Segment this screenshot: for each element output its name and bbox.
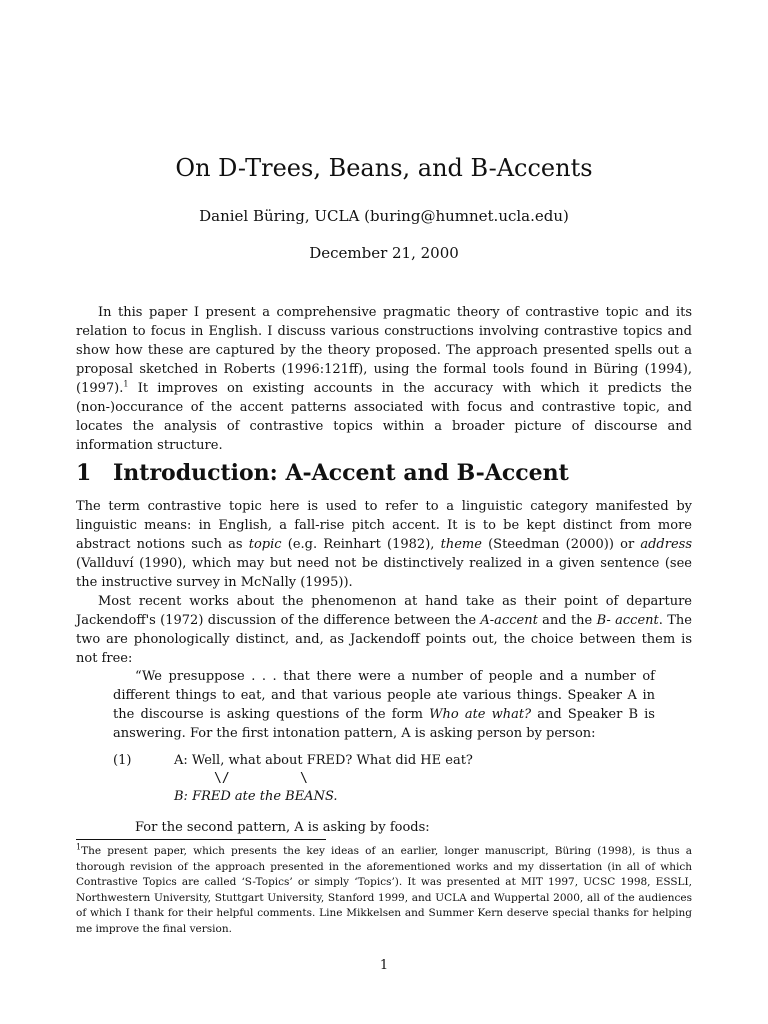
paper-date: December 21, 2000 bbox=[309, 244, 459, 262]
emphasis: theme bbox=[440, 537, 482, 552]
emphasis: address bbox=[640, 537, 692, 552]
emphasis: Who ate what? bbox=[429, 707, 532, 722]
paragraph-text: (Steedman (2000)) or bbox=[481, 537, 641, 552]
paragraph-text: (Vallduví (1990), which may but need not be distinctively realized in a given sentence (see the instructive survey in McNally (1995)). bbox=[76, 556, 692, 590]
footnote-number: 1 bbox=[76, 842, 82, 852]
footnote-text: The present paper, which presents the key ideas of an earlier, longer manuscript, Büring (1998), is thus a thorough revision of the approach presented in the aforementioned works and my dissertation (in all of which Contrastive Topics are called ‘S-Topics’ or simply ‘Topics’). It was presented at MIT 1997, UCSC 1998, ESSLI, Northwestern University, Stuttgart University, Stanford 1999, and UCLA and Wuppertal 2000, all of the audiences of which I thank for their helpful comments. Line Mikkelsen and Summer Kern deserve special thanks for helping me improve the final version. bbox=[76, 845, 692, 935]
quote-text: and Speaker B is answering. For the first intonation pattern, A is asking person by person: bbox=[113, 707, 655, 741]
paragraph-text: and the bbox=[537, 613, 597, 628]
footnote-rule bbox=[76, 839, 326, 840]
fall-rise-contour: \/ bbox=[214, 771, 230, 786]
paragraph-2 bbox=[76, 592, 692, 668]
section-number: 1 bbox=[76, 460, 92, 486]
quote-text: “We presuppose . . . that there were a number of people and a number of different things to eat, and that various people ate various things. Speaker A in the discourse is asking questions of the form bbox=[113, 669, 655, 722]
section-heading bbox=[76, 458, 692, 488]
footnote bbox=[76, 844, 692, 937]
paragraph-text: Most recent works about the phenomenon at hand take as their point of departure Jackendoff's (1972) discussion of the difference between the bbox=[76, 594, 692, 628]
quote-continuation: For the second pattern, A is asking by foods: bbox=[135, 820, 430, 835]
example-line-a: A: Well, what about FRED? What did HE eat? bbox=[174, 753, 473, 768]
paragraph-text: The term contrastive topic here is used to refer to a linguistic category manifested by linguistic means: in English, a fall-rise pitch accent. It is to be kept distinct from more abstract notions such as bbox=[76, 499, 692, 552]
abstract-text: In this paper I present a comprehensive pragmatic theory of contrastive topic and its relation to focus in English. I discuss various constructions involving contrastive topics and show how these are captured by the theory proposed. The approach presented spells out a proposal sketched in Roberts (1996:121ff), using the formal tools found in Büring (1994), (1997). bbox=[76, 305, 692, 396]
paper-title: On D-Trees, Beans, and B-Accents bbox=[175, 154, 593, 182]
paragraph-1 bbox=[76, 497, 692, 592]
emphasis: B- accent bbox=[596, 613, 659, 628]
footnote-marker[interactable]: 1 bbox=[123, 379, 129, 389]
example-row-b bbox=[113, 788, 655, 806]
paragraph-text: (e.g. Reinhart (1982), bbox=[281, 537, 441, 552]
author-line: Daniel Büring, UCLA (buring@humnet.ucla.edu) bbox=[199, 207, 569, 225]
page-number: 1 bbox=[379, 958, 389, 973]
emphasis: topic bbox=[248, 537, 282, 552]
example-number: (1) bbox=[113, 753, 132, 768]
quote-paragraph bbox=[113, 667, 655, 743]
block-quote bbox=[113, 667, 655, 743]
section-title: Introduction: A-Accent and B-Accent bbox=[113, 460, 569, 486]
intonation-contour bbox=[113, 770, 655, 788]
abstract-text-tail: It improves on existing accounts in the accuracy with which it predicts the (non-)occurance of the accent patterns associated with focus and contrastive topic, and locates the analysis of contrastive topics within a broader picture of discourse and information structure. bbox=[76, 381, 692, 453]
example-line-b: B: FRED ate the BEANS. bbox=[174, 789, 338, 804]
emphasis: A-accent bbox=[480, 613, 538, 628]
paragraph-text: . The two are phonologically distinct, and, as Jackendoff points out, the choice between them is not free: bbox=[76, 613, 692, 666]
abstract bbox=[76, 303, 692, 455]
section-body bbox=[76, 497, 692, 668]
example-1 bbox=[113, 752, 655, 806]
example-row-a bbox=[113, 752, 655, 770]
fall-contour: \ bbox=[300, 771, 308, 786]
